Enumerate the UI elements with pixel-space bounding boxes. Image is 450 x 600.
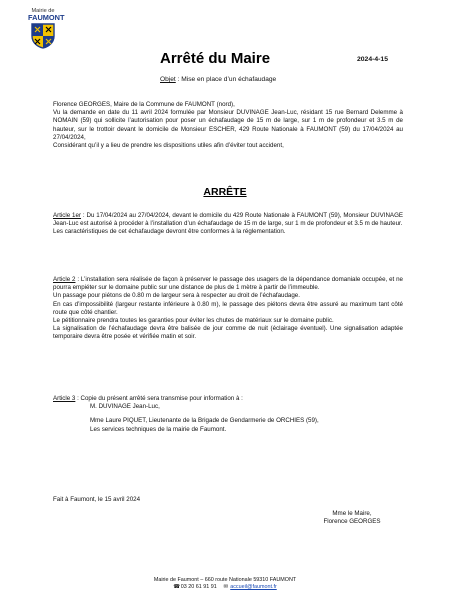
preamble: [53, 101, 403, 150]
article-1-regulation: Les caractéristiques de cet échafaudage devront être conformes à la réglementation.: [53, 228, 286, 236]
decree-reference: 2024-4-15: [357, 56, 388, 63]
phone-icon: ☎: [173, 584, 180, 590]
signature-role: Mme le Maire,: [332, 510, 372, 517]
article-2-passage: Un passage pour piétons de 0.80 m de largeur sera à respecter au droit de l’échafaudage.: [53, 292, 300, 300]
preamble-request: Vu la demande en date du 11 avril 2024 formulée par Monsieur DUVINAGE Jean-Luc, résidant 15 rue Bernard Delemme à NOMAIN (59) qui sollicite l’autorisation pour poser un échafaudage de 15 m de large, sur 1 m de profondeur et 3.5 m de hauteur, sur le trottoir devant le domicile de Monsieur ESCHER, 429 Route Nationale à FAUMONT (59) du 17/04/2024 au 27/04/2024,: [53, 109, 403, 141]
signature-name: Florence GEORGES: [323, 518, 381, 526]
logo-caption-top: Mairie de: [31, 8, 55, 14]
article-1-label: Article 1er: [53, 212, 82, 219]
decree-subject: [160, 76, 276, 84]
recipient-item: Les services techniques de la mairie de Faumont.: [90, 425, 227, 433]
preamble-considering: Considérant qu’il y a lieu de prendre les dispositions utiles afin d’éviter tout accident,: [53, 142, 284, 150]
article-2-impossibility: En cas d’impossibilité (largeur restante inférieure à 0.80 m), le passage des piétons devra être assuré au maximum tant côté route que côté chantier.: [53, 300, 403, 316]
subject-label: Objet: [160, 76, 176, 83]
footer-email-link[interactable]: accueil@faumont.fr: [230, 584, 277, 590]
footer-contact: [0, 584, 450, 591]
envelope-icon: ✉: [223, 584, 228, 590]
recipient-item: M. DUVINAGE Jean-Luc,: [90, 403, 160, 411]
preamble-mayor: Florence GEORGES, Maire de la Commune de FAUMONT (nord),: [53, 101, 235, 108]
article-3-body: [53, 395, 403, 403]
recipient-item: Mme Laure PIQUET, Lieutenante de la Brigade de Gendarmerie de ORCHIES (59),: [90, 417, 319, 425]
article-3: [53, 395, 403, 434]
place-date: Fait à Faumont, le 15 avril 2024: [53, 496, 141, 503]
municipal-logo: [28, 8, 65, 49]
signature-block: [312, 510, 392, 526]
coat-of-arms-icon: [31, 23, 55, 49]
article-1: [53, 212, 403, 237]
article-2-text: : L’installation sera réalisée de façon à préserver le passage des usagers de la dépendance domaniale occupée, et ne pourra empiéter sur le domaine public sur une distance de plus de 1 mètre à partir de l’immeuble.: [53, 276, 403, 292]
article-2-body: [53, 276, 403, 292]
article-1-body: [53, 212, 403, 228]
article-3-text: : Copie du présent arrêté sera transmise pour information à :: [75, 395, 243, 402]
page-title: Arrêté du Maire: [160, 50, 271, 67]
article-2-label: Article 2: [53, 276, 76, 283]
decision-heading: ARRÊTE: [203, 186, 247, 198]
footer: [0, 577, 450, 591]
article-2: [53, 276, 403, 342]
article-2-guarantees: Le pétitionnaire prendra toutes les garanties pour éviter les chutes de matériaux sur le domaine public.: [53, 317, 334, 325]
article-2-signage: La signalisation de l’échafaudage devra être balisée de jour comme de nuit (éclairage éventuel). Une signalisation adaptée temporaire devra être posée et vérifiée matin et soir.: [53, 325, 403, 341]
footer-address: Mairie de Faumont – 660 route Nationale 59310 FAUMONT: [153, 577, 297, 583]
subject-text: : Mise en place d’un échafaudage: [175, 76, 277, 83]
logo-caption-bottom: FAUMONT: [28, 13, 65, 22]
article-3-label: Article 3: [53, 395, 76, 402]
footer-phone: 03 20 61 91 91: [180, 584, 217, 590]
article-1-text: : Du 17/04/2024 au 27/04/2024, devant le domicile du 429 Route Nationale à FAUMONT (59), Monsieur DUVINAGE Jean-Luc est autorisé à procéder à l’installation d’un échafaudage de 15 m de large, sur 1 m de profondeur et 3.5 m de hauteur.: [53, 212, 404, 228]
